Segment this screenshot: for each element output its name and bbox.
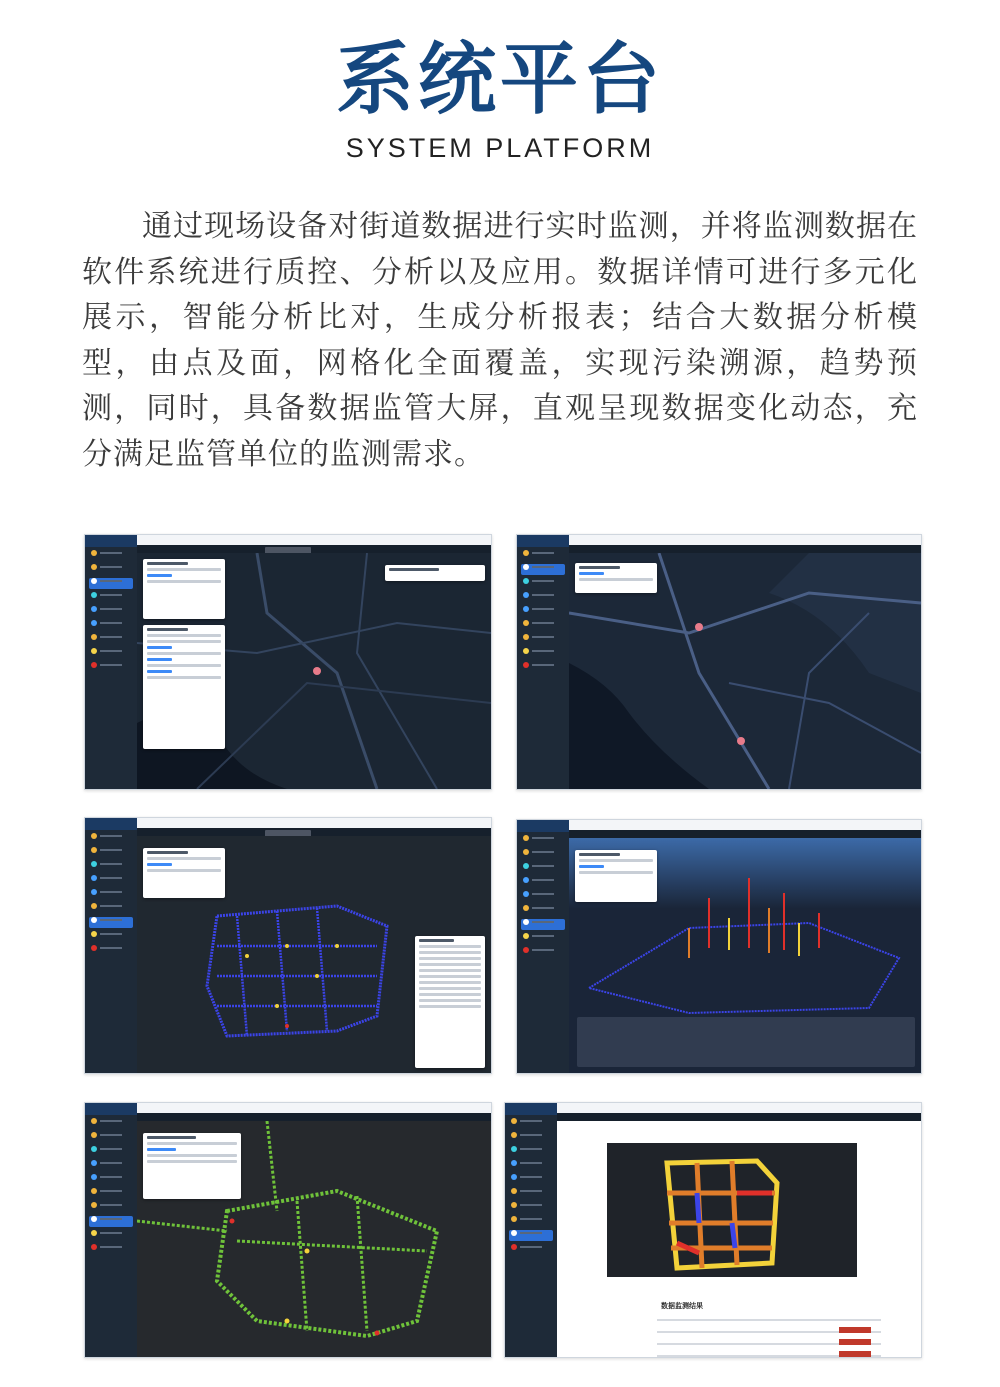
screenshot-map-overview	[516, 534, 922, 790]
sidebar	[85, 1103, 137, 1357]
sidebar	[505, 1103, 557, 1357]
sidebar	[85, 535, 137, 789]
screenshot-3d-bars	[516, 819, 922, 1074]
screenshot-device-info	[84, 534, 492, 790]
screenshot-report	[504, 1102, 922, 1358]
report-view	[557, 1121, 921, 1357]
sidebar	[517, 820, 569, 1073]
screenshot-route-green	[84, 1102, 492, 1358]
intro-paragraph: 通过现场设备对街道数据进行实时监测，并将监测数据在软件系统进行质控、分析以及应用。数据详情可进行多元化展示，智能分析比对，生成分析报表；结合大数据分析模型，由点及面，网格化全面覆盖，实现污染溯源，趋势预测，同时，具备数据监管大屏，直观呈现数据变化动态，充分满足监管单位的监测需求。	[82, 209, 918, 472]
page-title: 系统平台	[335, 35, 664, 125]
report-title: 数据监测结果	[661, 1302, 703, 1310]
sidebar	[517, 535, 569, 789]
sidebar	[85, 818, 137, 1073]
screenshot-route-blue	[84, 817, 492, 1074]
page-subtitle: SYSTEM PLATFORM	[345, 133, 655, 163]
